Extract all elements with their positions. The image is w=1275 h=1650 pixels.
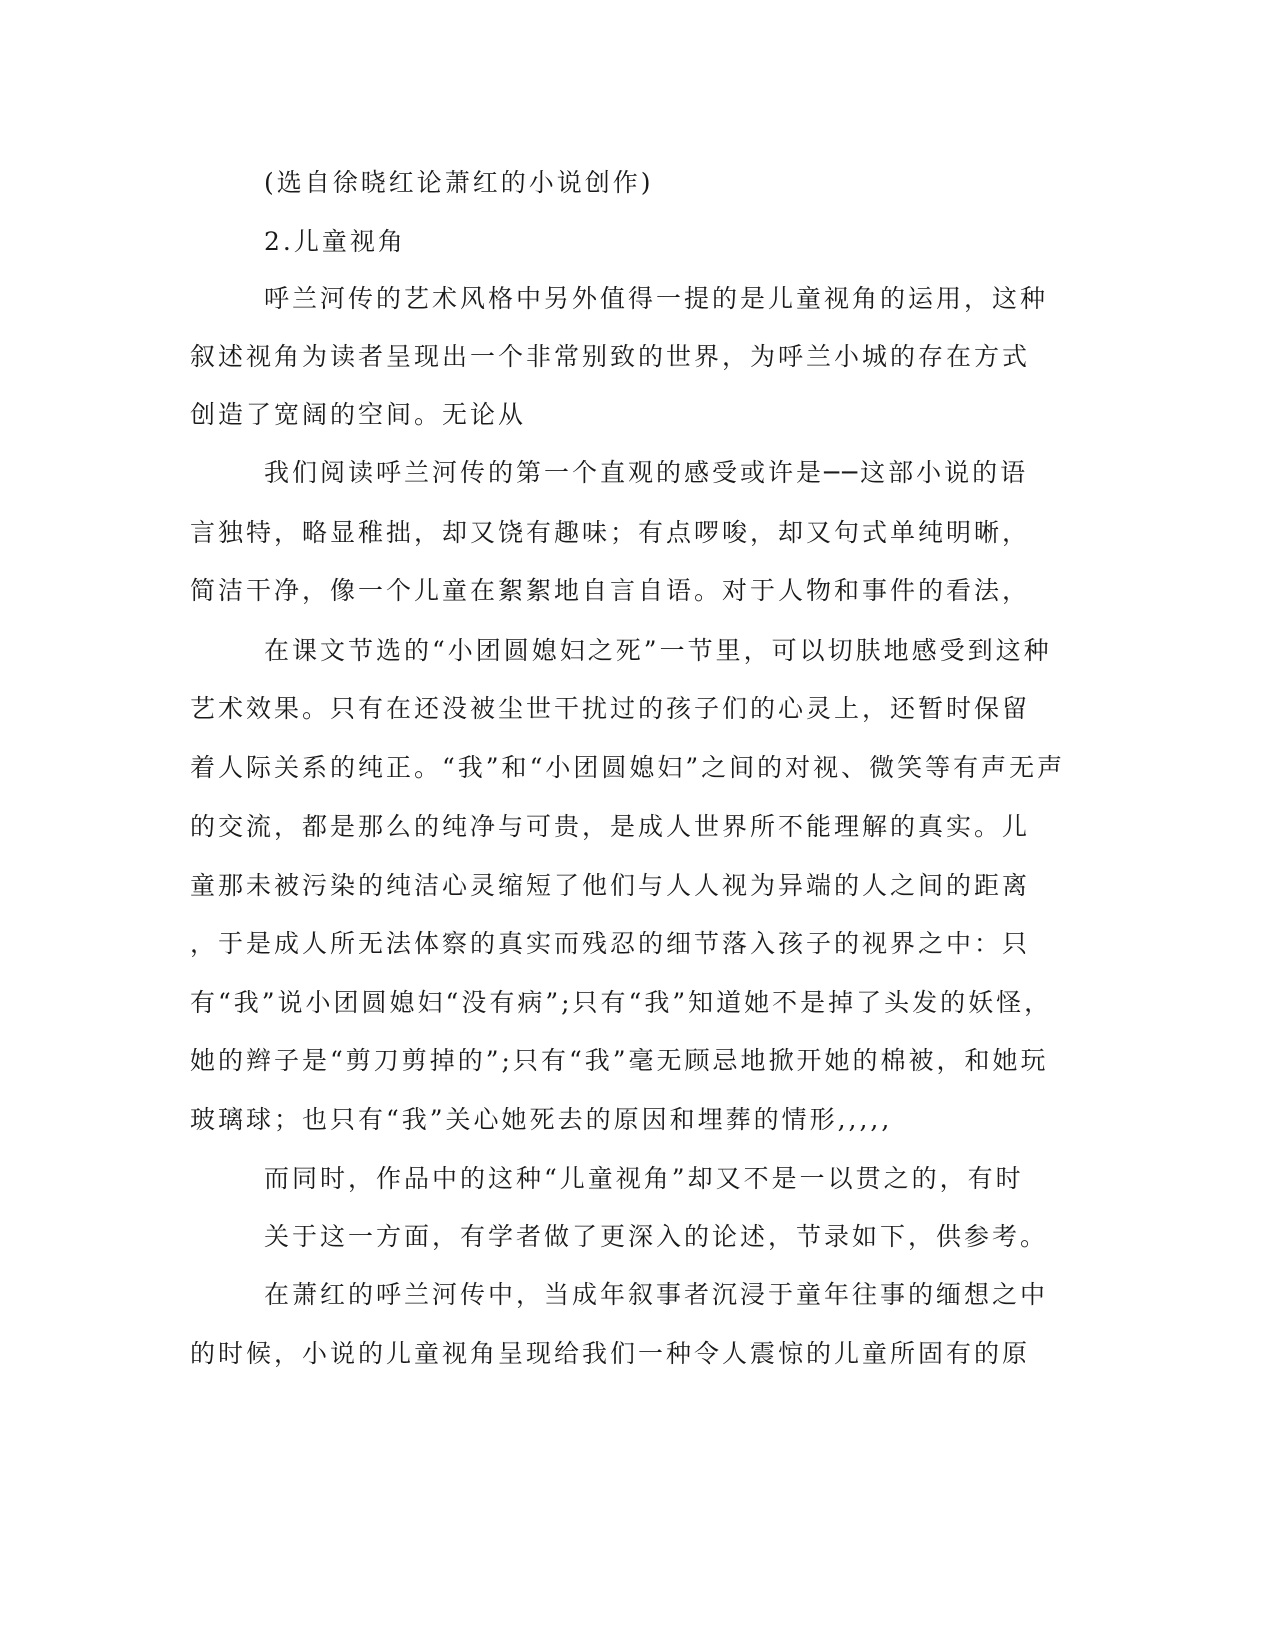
paragraph-line: 叙述视角为读者呈现出一个非常别致的世界，为呼兰小城的存在方式: [190, 342, 1031, 371]
source-note: (选自徐晓红论萧红的小说创作): [264, 168, 654, 197]
paragraph-line: 有“我”说小团圆媳妇“没有病”;只有“我”知道她不是掉了头发的妖怪，: [190, 988, 1053, 1017]
paragraph-line: 而同时，作品中的这种“儿童视角”却又不是一以贯之的，有时: [264, 1164, 1024, 1193]
paragraph-line: 在萧红的呼兰河传中，当成年叙事者沉浸于童年往事的缅想之中: [264, 1280, 1049, 1309]
paragraph-line: 简洁干净，像一个儿童在絮絮地自言自语。对于人物和事件的看法，: [190, 576, 1031, 605]
paragraph-line: 着人际关系的纯正。“我”和“小团圆媳妇”之间的对视、微笑等有声无声: [190, 753, 1066, 782]
paragraph-line: 她的辫子是“剪刀剪掉的”;只有“我”毫无顾忌地掀开她的棉被，和她玩: [190, 1046, 1049, 1075]
paragraph-line: 的时候，小说的儿童视角呈现给我们一种令人震惊的儿童所固有的原: [190, 1339, 1031, 1368]
paragraph-line: 呼兰河传的艺术风格中另外值得一提的是儿童视角的运用，这种: [264, 284, 1049, 313]
paragraph-line: 的交流，都是那么的纯净与可贵，是成人世界所不能理解的真实。儿: [190, 812, 1031, 841]
paragraph-line: 言独特，略显稚拙，却又饶有趣味；有点啰唆，却又句式单纯明晰，: [190, 518, 1031, 547]
section-heading: 2.儿童视角: [264, 227, 406, 256]
paragraph-line: 关于这一方面，有学者做了更深入的论述，节录如下，供参考。: [264, 1222, 1049, 1251]
paragraph-line: 创造了宽阔的空间。无论从: [190, 400, 527, 429]
paragraph-line: 童那未被污染的纯洁心灵缩短了他们与人人视为异端的人之间的距离: [190, 871, 1031, 900]
paragraph-line: 我们阅读呼兰河传的第一个直观的感受或许是──这部小说的语: [264, 458, 1029, 487]
paragraph-line: 艺术效果。只有在还没被尘世干扰过的孩子们的心灵上，还暂时保留: [190, 694, 1031, 723]
paragraph-line: 玻璃球；也只有“我”关心她死去的原因和埋葬的情形,,,,,: [190, 1105, 893, 1134]
paragraph-line: 在课文节选的“小团圆媳妇之死”一节里，可以切肤地感受到这种: [264, 636, 1052, 665]
paragraph-line: ，于是成人所无法体察的真实而残忍的细节落入孩子的视界之中：只: [190, 929, 1031, 958]
